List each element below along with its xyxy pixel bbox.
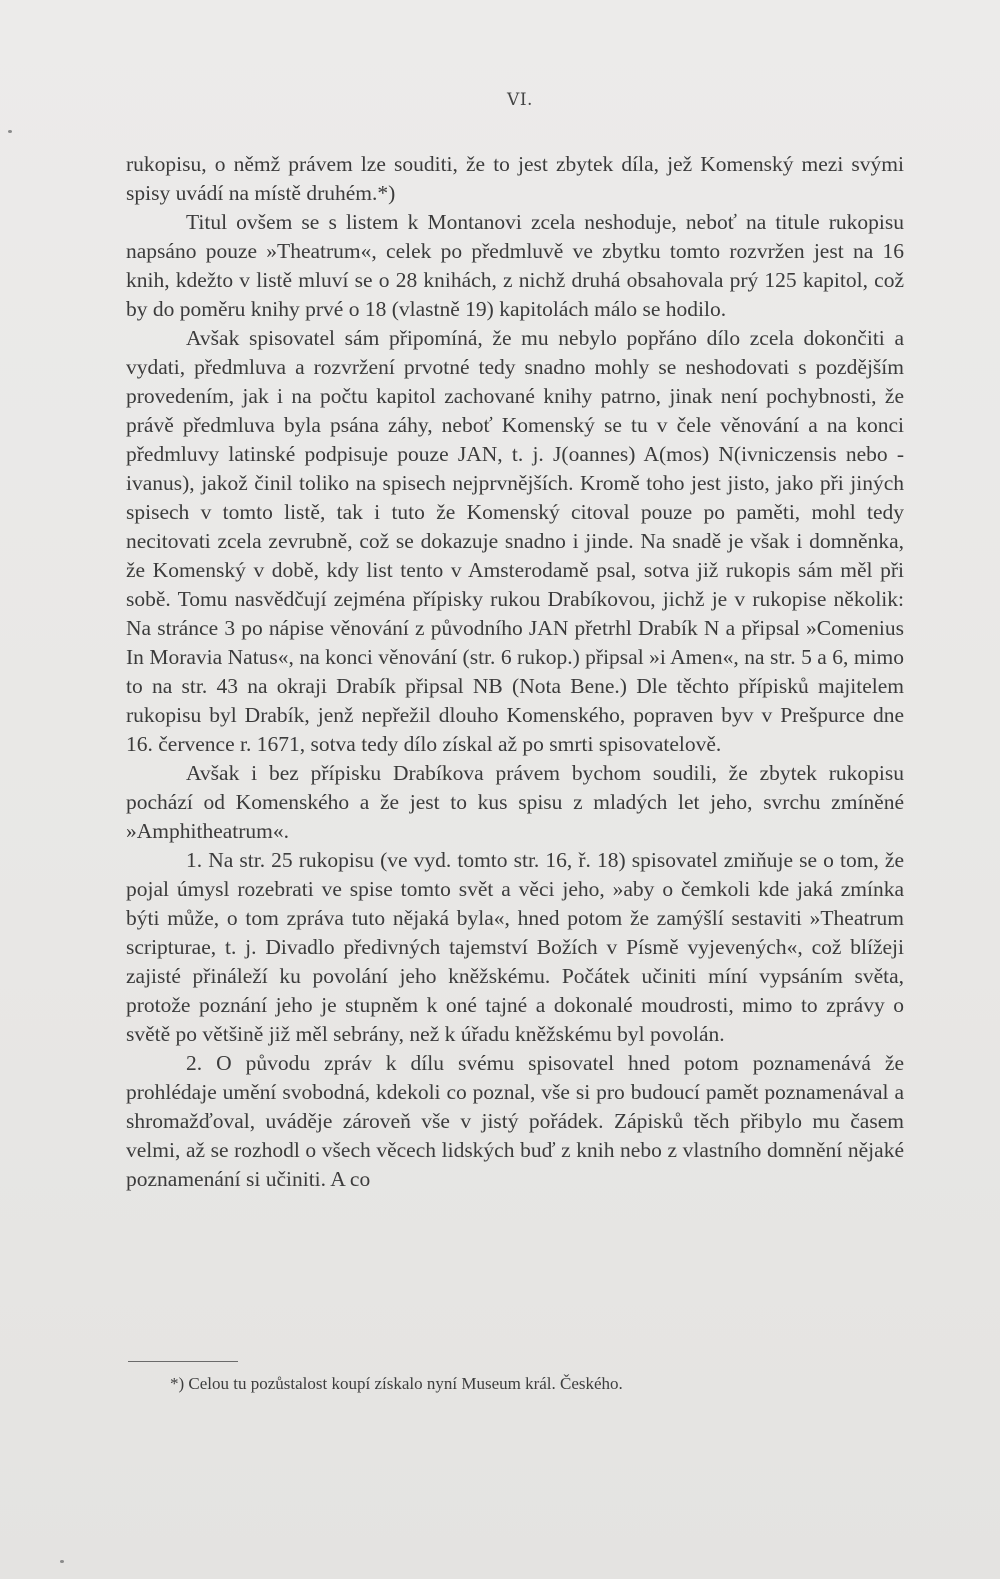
- paragraph-4: Avšak i bez přípisku Drabíkova právem bychom soudili, že zbytek rukopisu pochází od Komenského a že jest to kus spisu z mladých let jeho, svrchu zmíněné »Amphitheatrum«.: [126, 761, 904, 843]
- main-text: [126, 150, 904, 1194]
- paragraph-5: 1. Na str. 25 rukopisu (ve vyd. tomto str. 16, ř. 18) spisovatel zmiňuje se o tom, že pojal úmysl rozebrati ve spise tomto svět a věci jeho, »aby o čemkoli kde jaká zmínka býti může, o tom zpráva tuto nějaká byla«, hned potom že zamýšlí sestaviti »Theatrum scripturae, t. j. Divadlo předivných tajemství Božích v Písmě vyjevených«, což blížeji zajisté přináleží ku povolání jeho kněžskému. Počátek učiniti míní vypsáním světa, protože poznání jeho je stupněm k oné tajné a dokonalé moudrosti, mimo to zprávy o světě po většině již měl sebrány, než k úřadu kněžskému byl povolán.: [126, 848, 904, 1046]
- footnote: *) Celou tu pozůstalost koupí získalo nyní Museum král. Českého.: [170, 1374, 623, 1393]
- paragraph-2: Titul ovšem se s listem k Montanovi zcela neshoduje, neboť na titule rukopisu napsáno pouze »Theatrum«, celek po předmluvě ve zbytku tomto rozvržen jest na 16 knih, kdežto v listě mluví se o 28 knihách, z nichž druhá obsahovala prý 125 kapitol, což by do poměru knihy prvé o 18 (vlastně 19) kapitolách málo se hodilo.: [126, 210, 904, 321]
- paper-speck: [60, 1560, 64, 1563]
- paragraph-1: rukopisu, o němž právem lze souditi, že to jest zbytek díla, jež Komenský mezi svými spisy uvádí na místě druhém.*): [126, 152, 904, 205]
- paragraph-3: Avšak spisovatel sám připomíná, že mu nebylo popřáno dílo zcela dokončiti a vydati, předmluva a rozvržení prvotné tedy snadno mohly se neshodovati s pozdějším provedením, jak i na počtu kapitol zachované knihy patrno, jinak není pochybnosti, že právě předmluva byla psána záhy, neboť Komenský se tu v čele věnování a na konci předmluvy latinské podpisuje pouze JAN, t. j. J(oannes) A(mos) N(ivniczensis nebo -ivanus), jakož činil toliko na spisech nejprvnějších. Kromě toho jest jisto, jako při jiných spisech v tomto listě, tak i tuto že Komenský citoval pouze po paměti, mohl tedy necitovati zcela zevrubně, což se dokazuje snadno i jinde. Na snadě je však i domněnka, že Komenský v době, kdy list tento v Amsterodamě psal, sotva již rukopis sám měl při sobě. Tomu nasvědčují zejména přípisky rukou Drabíkovou, jichž je v rukopise několik: Na stránce 3 po nápise věnování z původního JAN přetrhl Drabík N a připsal »Comenius In Moravia Natus«, na konci věnování (str. 6 rukop.) připsal »i Amen«, na str. 5 a 6, mimo to na str. 43 na okraji Drabík připsal NB (Nota Bene.) Dle těchto přípisků majitelem rukopisu byl Drabík, jenž nepřežil dlouho Komenského, popraven byv v Prešpurce dne 16. července r. 1671, sotva tedy dílo získal až po smrti spisovatelově.: [126, 326, 904, 756]
- page-number: VI.: [507, 90, 533, 110]
- paper-speck: [8, 130, 12, 133]
- paragraph-6: 2. O původu zpráv k dílu svému spisovatel hned potom poznamenává že prohlédaje umění svobodná, kdekoli co poznal, vše si pro budoucí pamět poznamenával a shromažďoval, uváděje zároveň vše v jistý pořádek. Zápisků těch přibylo mu časem velmi, až se rozhodl o všech věcech lidských buď z knih nebo z vlastního domnění nějaké poznamenání si učiniti. A co: [126, 1051, 904, 1191]
- footnote-divider: [128, 1361, 238, 1362]
